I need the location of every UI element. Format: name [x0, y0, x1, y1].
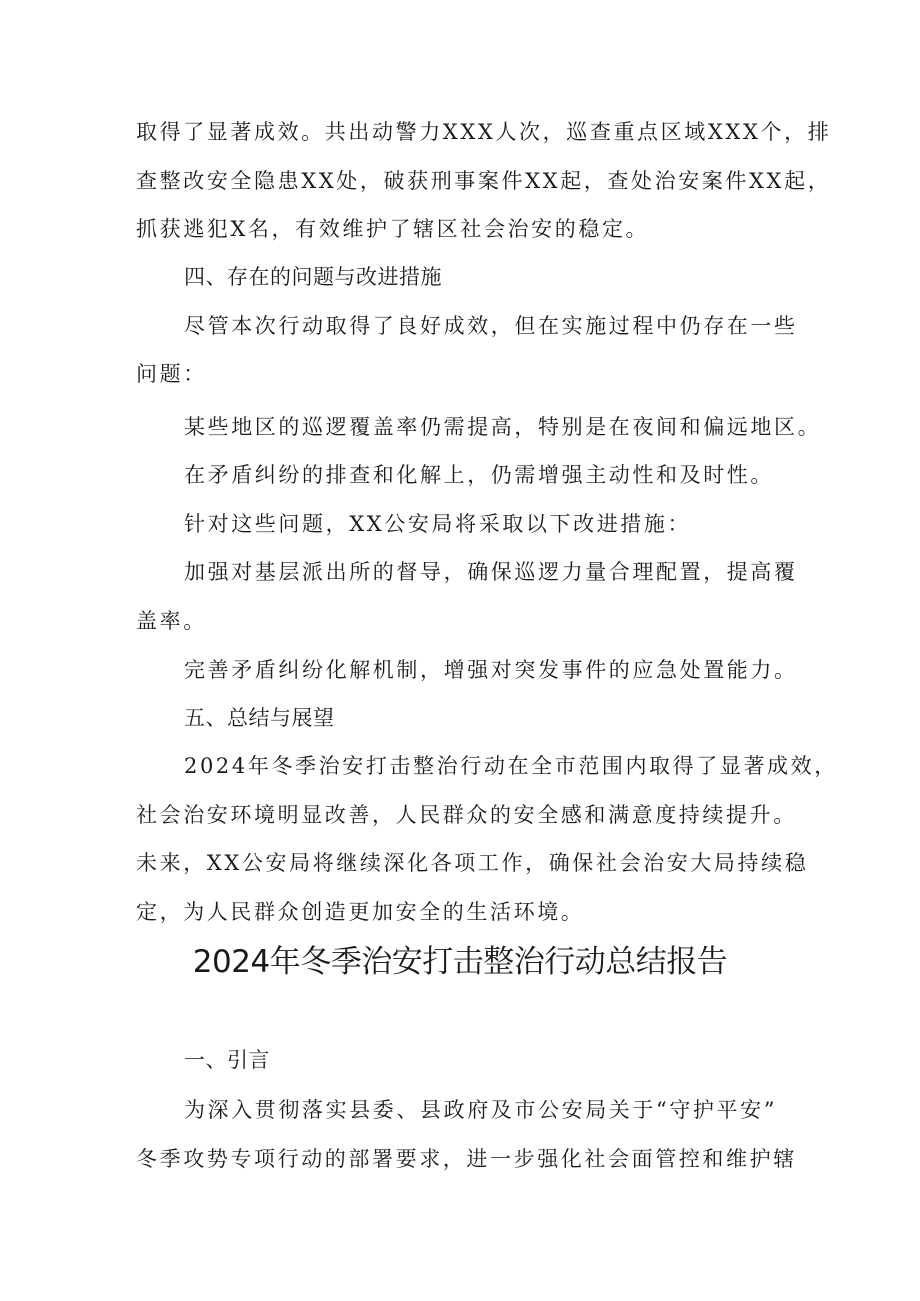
- section-heading-5: 五、总结与展望: [184, 706, 335, 730]
- section-heading-4: 四、存在的问题与改进措施: [184, 265, 442, 289]
- paragraph-line: 针对这些问题，XX公安局将采取以下改进措施：: [184, 512, 692, 536]
- paragraph-line: 在矛盾纠纷的排查和化解上，仍需增强主动性和及时性。: [184, 463, 774, 487]
- paragraph-line: 完善矛盾纠纷化解机制，增强对突发事件的应急处置能力。: [184, 658, 798, 682]
- paragraph-line: 2024年冬季治安打击整治行动在全市范围内取得了显著成效，: [184, 754, 838, 778]
- paragraph-line: 问题：: [136, 362, 207, 386]
- paragraph-line: 抓获逃犯X名，有效维护了辖区社会治安的稳定。: [136, 217, 650, 241]
- paragraph-line: 未来，XX公安局将继续深化各项工作，确保社会治安大局持续稳: [136, 851, 809, 875]
- paragraph-line: 尽管本次行动取得了良好成效，但在实施过程中仍存在一些: [184, 314, 798, 338]
- paragraph-line: 社会治安环境明显改善，人民群众的安全感和满意度持续提升。: [136, 803, 797, 827]
- document-title: 2024年冬季治安打击整治行动总结报告: [192, 944, 728, 980]
- paragraph-line: 冬季攻势专项行动的部署要求，进一步强化社会面管控和维护辖: [136, 1147, 797, 1171]
- paragraph-line: 加强对基层派出所的督导，确保巡逻力量合理配置，提高覆: [184, 560, 798, 584]
- section-heading-1: 一、引言: [184, 1048, 270, 1072]
- paragraph-line: 某些地区的巡逻覆盖率仍需提高，特别是在夜间和偏远地区。: [184, 415, 822, 439]
- paragraph-line: 定，为人民群众创造更加安全的生活环境。: [136, 900, 585, 924]
- paragraph-line: 查整改安全隐患XX处，破获刑事案件XX起，查处治安案件XX起，: [136, 169, 832, 193]
- paragraph-line: 盖率。: [136, 609, 207, 633]
- paragraph-line: 取得了显著成效。共出动警力XXX人次，巡查重点区域XXX个，排: [136, 120, 832, 144]
- paragraph-line: 为深入贯彻落实县委、县政府及市公安局关于“守护平安”: [184, 1098, 778, 1122]
